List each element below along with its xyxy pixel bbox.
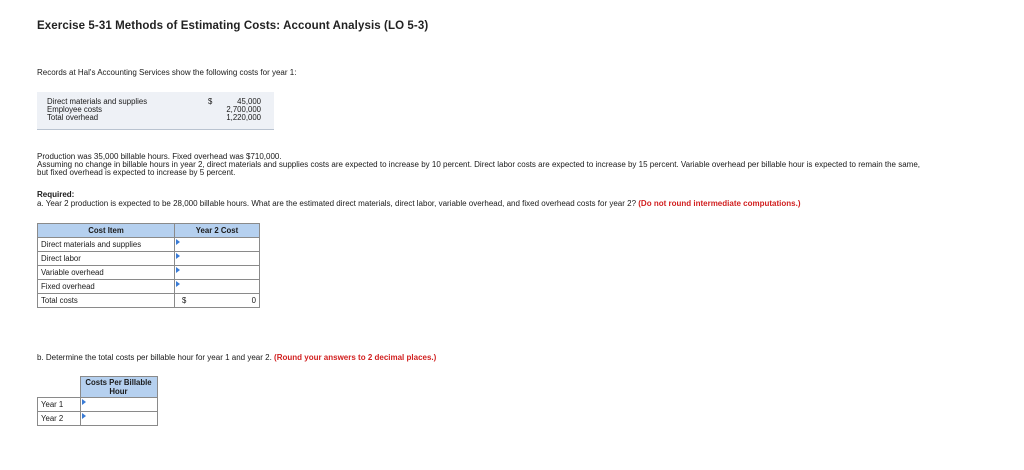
- empty-corner: [38, 377, 81, 398]
- total-label: Total costs: [38, 294, 175, 308]
- fixed-overhead-input[interactable]: [175, 280, 260, 294]
- year2-cost-table: [37, 223, 260, 308]
- row-label: Direct materials and supplies: [38, 238, 175, 252]
- cost-amount-employee: 2,700,000: [226, 105, 261, 114]
- row-label: Fixed overhead: [38, 280, 175, 294]
- cost-label-employee: Employee costs: [47, 105, 103, 114]
- header-cost-per-hour: Costs Per Billable Hour: [80, 377, 157, 398]
- part-b-question: [37, 353, 436, 362]
- input-marker-icon: [176, 253, 180, 259]
- production-text: Production was 35,000 billable hours. Fixed overhead was $710,000.: [37, 152, 282, 161]
- table-row: [38, 266, 260, 280]
- labor-input[interactable]: [175, 252, 260, 266]
- assumption-text: Assuming no change in billable hours in year 2, direct materials and supplies costs are expected to increase by 10 percent. Direct labor costs are expected to increase by 15 percent. Variable overhead per billable hour is expected to remain the same,: [37, 160, 921, 169]
- page-title: Exercise 5-31 Methods of Estimating Costs: Account Analysis (LO 5-3): [37, 20, 429, 32]
- input-marker-icon: [176, 239, 180, 245]
- row-label: Year 1: [38, 398, 81, 412]
- part-a-question: [37, 199, 800, 208]
- year2-rate-input[interactable]: [80, 412, 157, 426]
- year1-rate-input[interactable]: [80, 398, 157, 412]
- input-marker-icon: [176, 267, 180, 273]
- cost-currency: $: [208, 97, 213, 106]
- row-label: Year 2: [38, 412, 81, 426]
- intro-text: Records at Hal's Accounting Services show the following costs for year 1:: [37, 68, 297, 77]
- year1-costs-box: [37, 92, 274, 130]
- part-a-text: a. Year 2 production is expected to be 28,000 billable hours. What are the estimated direct materials, direct labor, variable overhead, and fixed overhead costs for year 2?: [37, 199, 637, 208]
- cost-amount-materials: 45,000: [237, 97, 261, 106]
- table-row: [38, 412, 158, 426]
- assumption-text-cont: but fixed overhead is expected to increase by 5 percent.: [37, 168, 236, 177]
- row-label: Variable overhead: [38, 266, 175, 280]
- part-a-note: (Do not round intermediate computations.): [638, 199, 801, 208]
- header-year2-cost: Year 2 Cost: [175, 224, 260, 238]
- table-row: [38, 238, 260, 252]
- total-value: 0: [251, 296, 256, 305]
- input-marker-icon: [82, 413, 86, 419]
- materials-input[interactable]: [175, 238, 260, 252]
- cost-amount-overhead: 1,220,000: [226, 113, 261, 122]
- required-heading: Required:: [37, 190, 75, 199]
- cost-label-materials: Direct materials and supplies: [47, 97, 148, 106]
- variable-overhead-input[interactable]: [175, 266, 260, 280]
- total-row: [38, 294, 260, 308]
- table-row: [38, 252, 260, 266]
- total-cost-cell: [175, 294, 260, 308]
- cost-per-hour-table: [37, 376, 158, 426]
- row-label: Direct labor: [38, 252, 175, 266]
- table-row: [38, 398, 158, 412]
- part-b-text: b. Determine the total costs per billable hour for year 1 and year 2.: [37, 353, 272, 362]
- input-marker-icon: [82, 399, 86, 405]
- part-b-note: (Round your answers to 2 decimal places.): [274, 353, 437, 362]
- cost-label-overhead: Total overhead: [47, 113, 99, 122]
- total-currency: $: [182, 296, 187, 305]
- table-row: [38, 280, 260, 294]
- input-marker-icon: [176, 281, 180, 287]
- header-cost-item: Cost Item: [38, 224, 175, 238]
